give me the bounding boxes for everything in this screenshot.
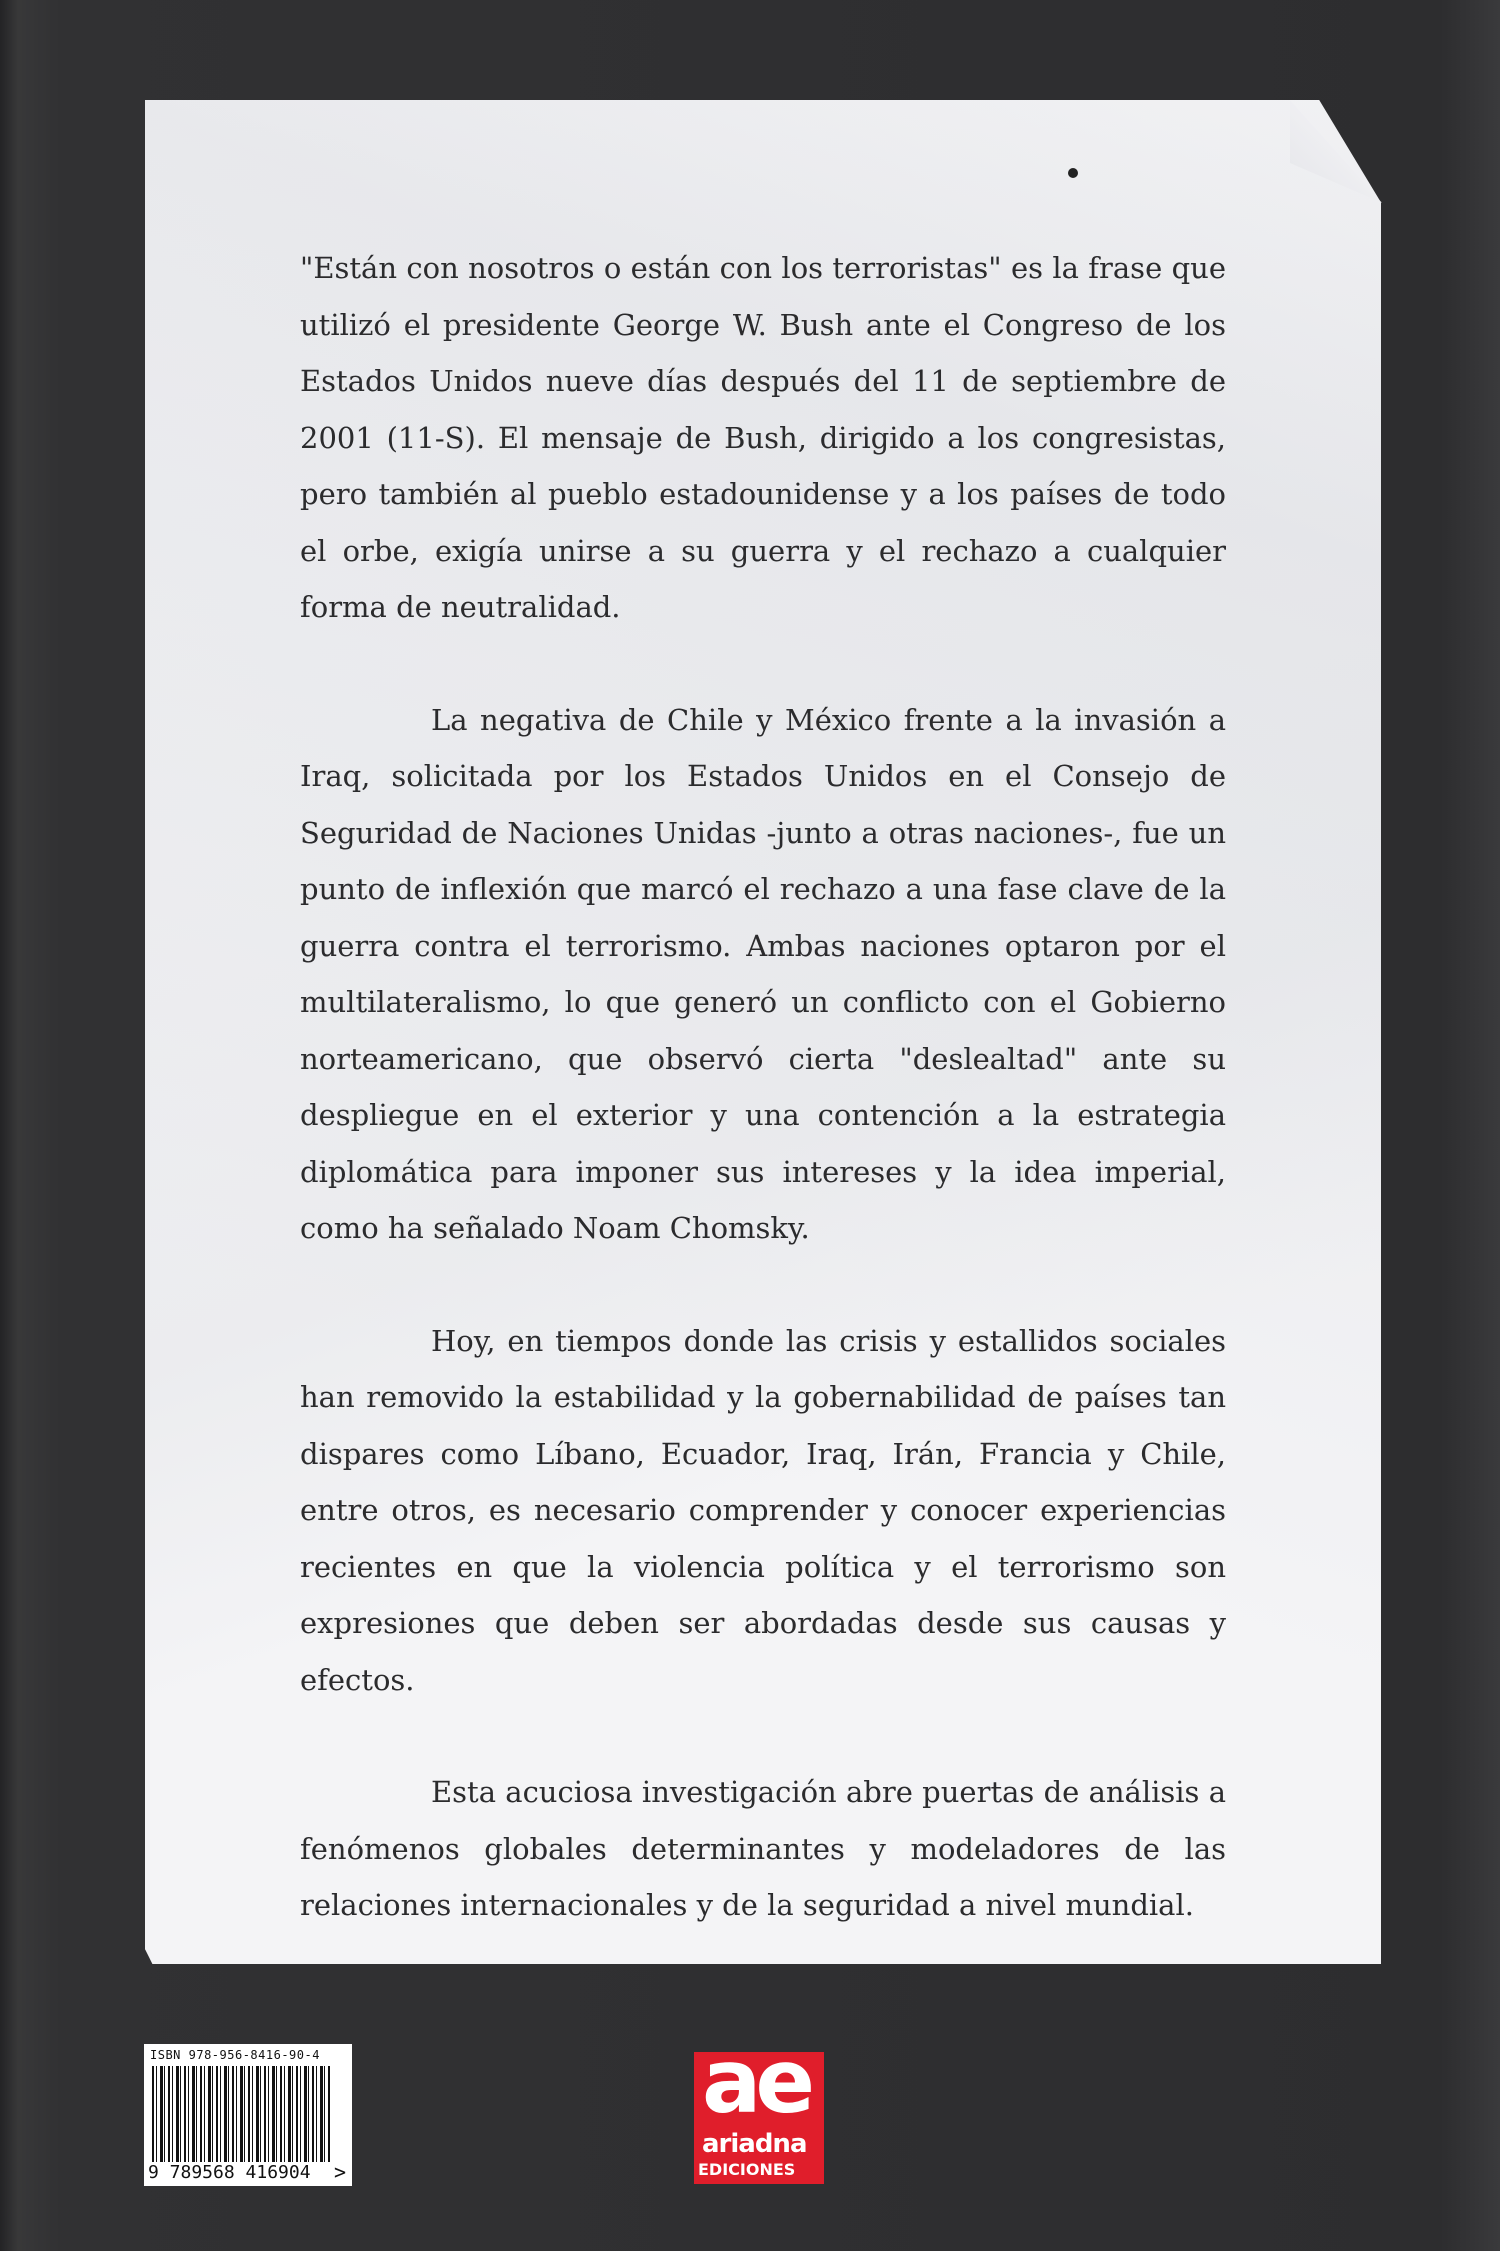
- publisher-logo: [694, 2052, 824, 2184]
- logo-name: ariadna: [702, 2129, 807, 2159]
- isbn-barcode: [144, 2044, 352, 2186]
- logo-subtitle: EDICIONES: [698, 2160, 796, 2179]
- ink-dot: [1068, 168, 1078, 178]
- paragraph-3: Hoy, en tiempos donde las crisis y estallidos sociales han removido la estabilidad y la gobernabilidad de países tan dispares como Líbano, Ecuador, Iraq, Irán, Francia y Chile, entre otros, es necesario comprender y conocer experiencias recientes en que la violencia política y el terrorismo son expresiones que deben ser abordadas desde sus causas y efectos.: [300, 1323, 1226, 1697]
- isbn-label: ISBN 978-956-8416-90-4: [150, 2048, 320, 2062]
- ean-arrow: >: [334, 2160, 347, 2184]
- barcode-bars: [152, 2066, 332, 2162]
- synopsis-text: [300, 240, 1226, 1990]
- paragraph-1: "Están con nosotros o están con los terroristas" es la frase que utilizó el presidente George W. Bush ante el Congreso de los Estados Unidos nueve días después del 11 de septiembre de 2001 (11-S). El mensaje de Bush, dirigido a los congresistas, pero también al pueblo estadounidense y a los países de todo el orbe, exigía unirse a su guerra y el rechazo a cualquier forma de neutralidad.: [300, 251, 1226, 624]
- logo-mark: ae: [702, 2052, 810, 2133]
- paragraph-4: Esta acuciosa investigación abre puertas de análisis a fenómenos globales determinantes y modeladores de las relaciones internacionales y de la seguridad a nivel mundial.: [300, 1775, 1226, 1922]
- ean-digits: 9 789568 416904: [148, 2162, 311, 2183]
- paragraph-2: La negativa de Chile y México frente a la invasión a Iraq, solicitada por los Estados Unidos en el Consejo de Seguridad de Naciones Unidas -junto a otras naciones-, fue un punto de inflexión que marcó el rechazo a una fase clave de la guerra contra el terrorismo. Ambas naciones optaron por el multilateralismo, lo que generó un conflicto con el Gobierno norteamericano, que observó cierta "deslealtad" ante su despliegue en el exterior y una contención a la estrategia diplomática para imponer sus intereses y la idea imperial, como ha señalado Noam Chomsky.: [300, 702, 1226, 1245]
